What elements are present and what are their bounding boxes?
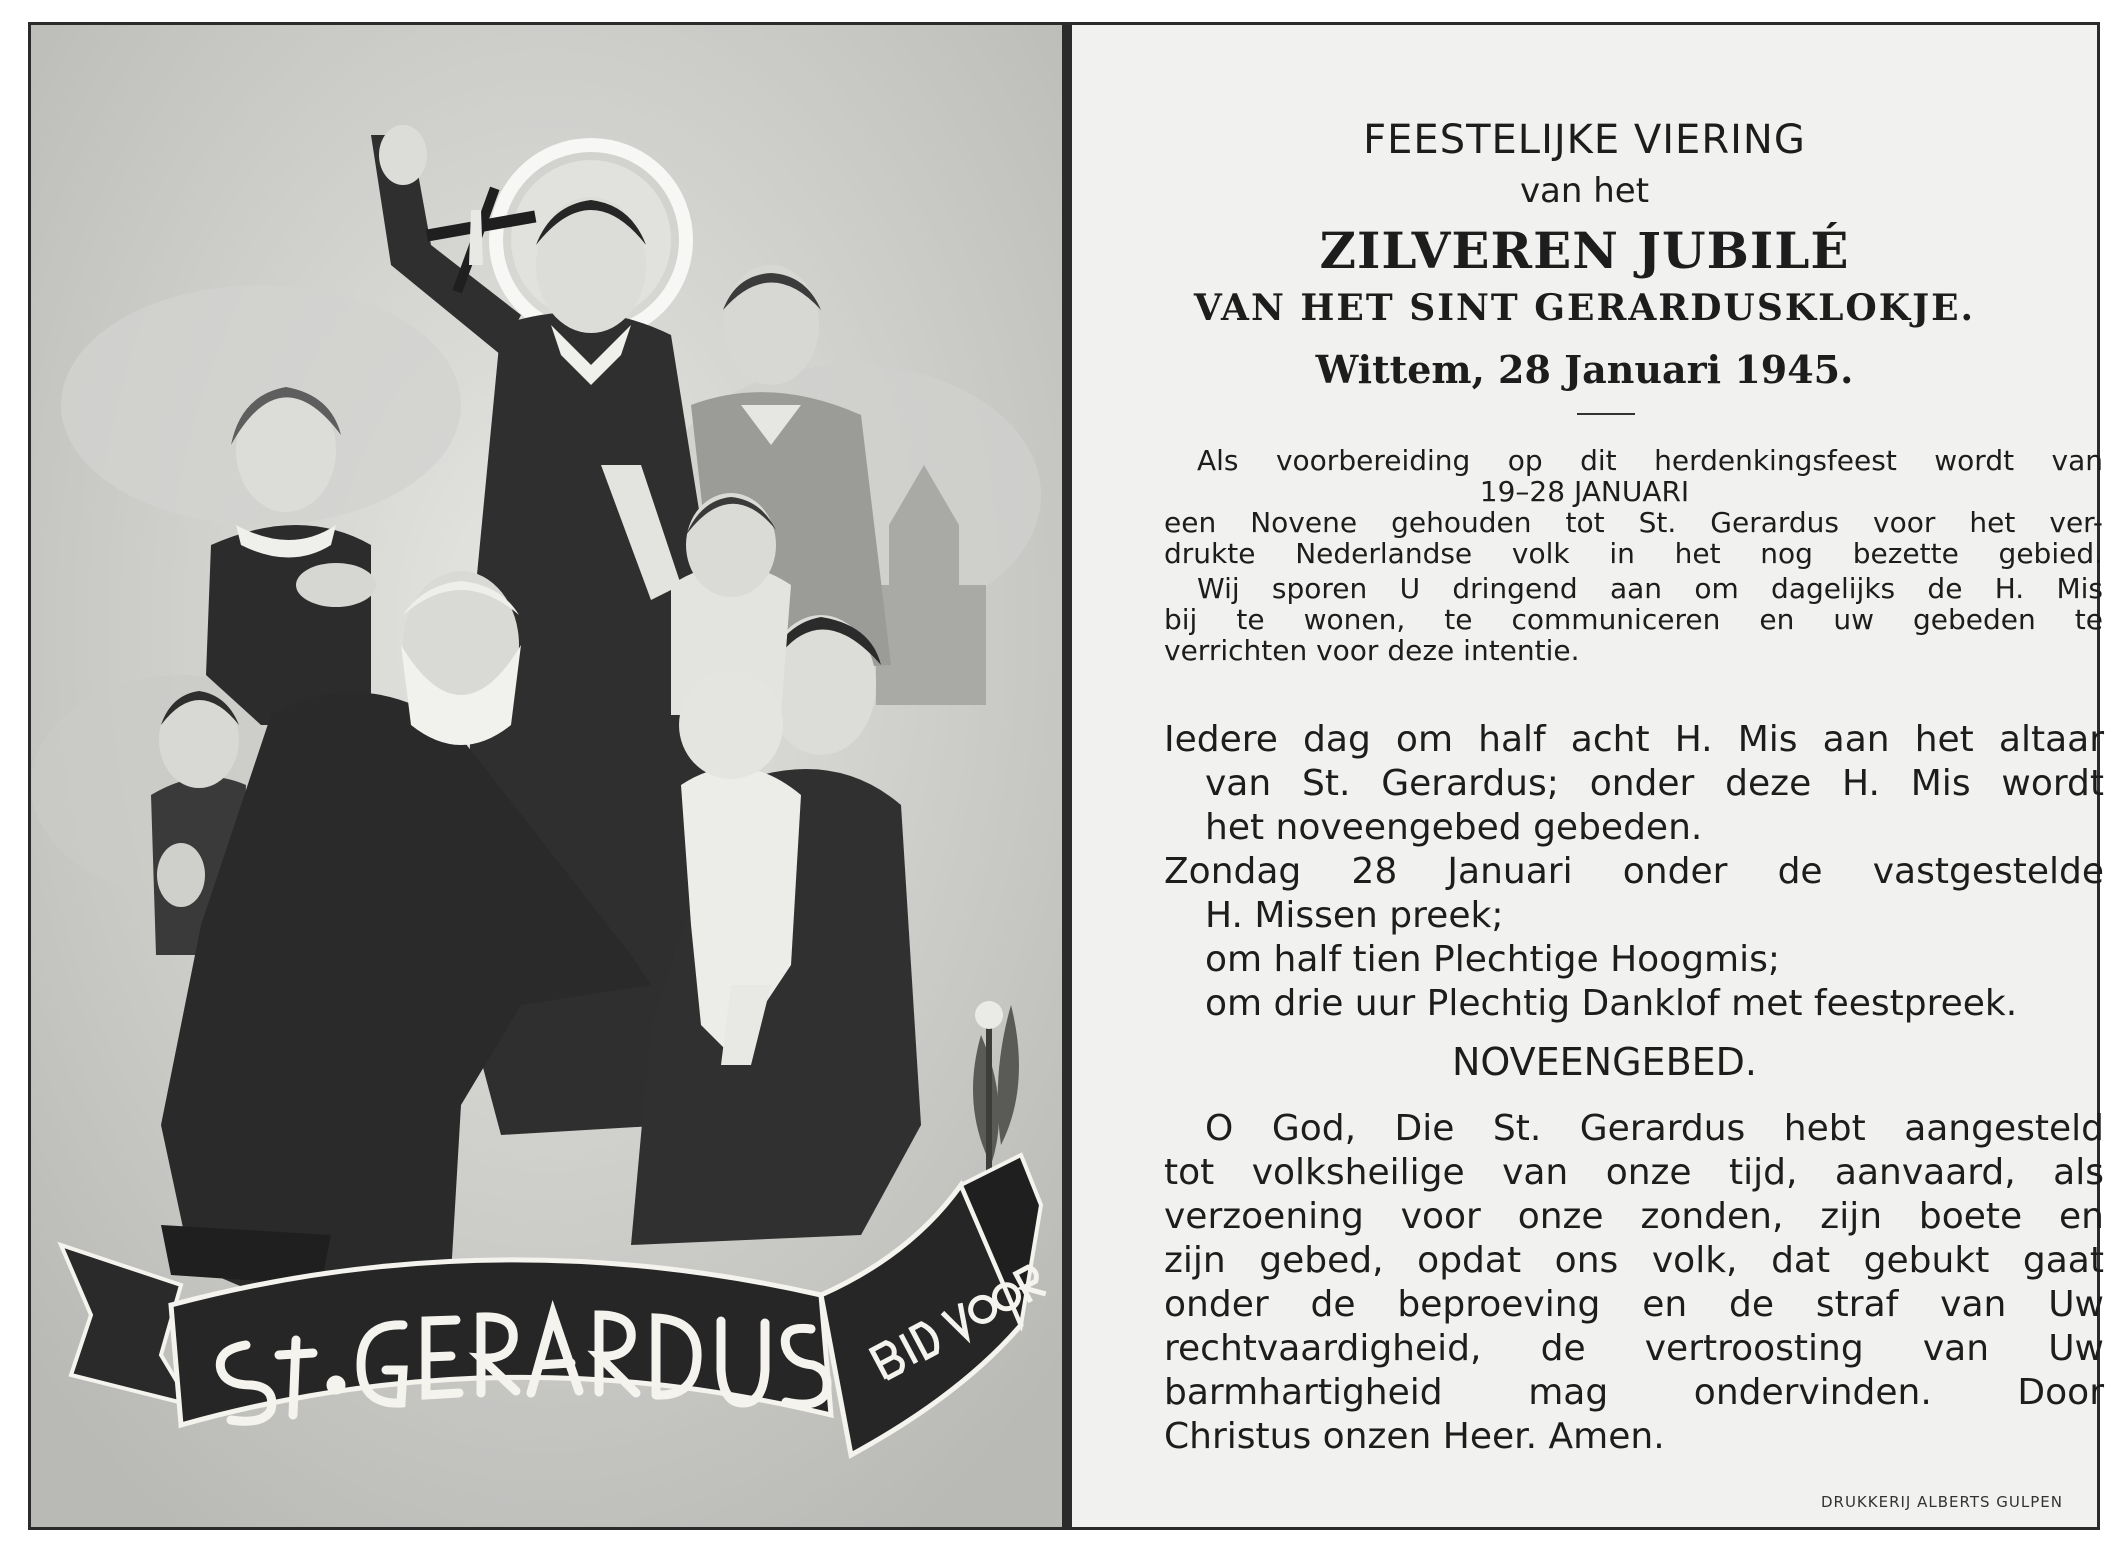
schedule-line: Iedere dag om half acht H. Mis aan het altaar (1164, 719, 2104, 760)
prayer-line: tot volksheilige van onze tijd, aanvaard, als (1164, 1152, 2104, 1193)
intro-dates: 19–28 JANUARI (1479, 475, 1690, 508)
schedule-line: het noveengebed gebeden. (1205, 807, 1703, 848)
announcement-panel (1072, 25, 2104, 1527)
schedule-line: H. Missen preek; (1205, 895, 1504, 936)
schedule-line: Zondag 28 Januari onder de vastgestelde (1164, 851, 2104, 892)
prayer-card (28, 22, 2104, 1530)
schedule-line: van St. Gerardus; onder deze H. Mis wordt (1205, 763, 2104, 804)
prayer-line: zijn gebed, opdat ons volk, dat gebukt gaat (1164, 1240, 2104, 1281)
prayer-line: rechtvaardigheid, de vertroosting van Uw (1164, 1328, 2104, 1369)
intro-line: een Novene gehouden tot St. Gerardus voor het ver- (1164, 506, 2103, 539)
prayer-line: barmhartigheid mag ondervinden. Door (1164, 1372, 2104, 1413)
title-line-1: FEESTELIJKE VIERING (1363, 117, 1806, 163)
subtitle: VAN HET SINT GERARDUSKLOKJE. (1193, 287, 1976, 329)
illustration-drawing (31, 25, 1062, 1527)
printer-credit: DRUKKERIJ ALBERTS GULPEN (1820, 1493, 2063, 1511)
prayer-line: onder de beproeving en de straf van Uw (1164, 1284, 2104, 1325)
saint-gerardus-illustration (31, 25, 1062, 1527)
prayer-line: O God, Die St. Gerardus hebt aangesteld (1205, 1108, 2104, 1149)
schedule-line: om half tien Plechtige Hoogmis; (1205, 939, 1781, 980)
panel-divider (1062, 25, 1072, 1527)
prayer-line: Christus onzen Heer. Amen. (1164, 1416, 1665, 1457)
title-rule (1577, 413, 1635, 415)
intro-line: verrichten voor deze intentie. (1164, 634, 1580, 667)
intro-line: bij te wonen, te communiceren en uw gebeden te (1164, 603, 2103, 636)
intro-line: Wij sporen U dringend aan om dagelijks de H. Mis (1197, 572, 2103, 605)
prayer-line: verzoening voor onze zonden, zijn boete en (1164, 1196, 2104, 1237)
main-title: ZILVEREN JUBILÉ (1319, 221, 1850, 280)
place-date: Wittem, 28 Januari 1945. (1315, 347, 1854, 392)
prayer-heading: NOVEENGEBED. (1452, 1040, 1757, 1084)
intro-line: drukte Nederlandse volk in het nog bezette gebied. (1164, 537, 2103, 570)
intro-line: Als voorbereiding op dit herdenkingsfeest wordt van (1197, 444, 2103, 477)
schedule-line: om drie uur Plechtig Danklof met feestpreek. (1205, 983, 2018, 1024)
title-line-2: van het (1519, 171, 1650, 211)
